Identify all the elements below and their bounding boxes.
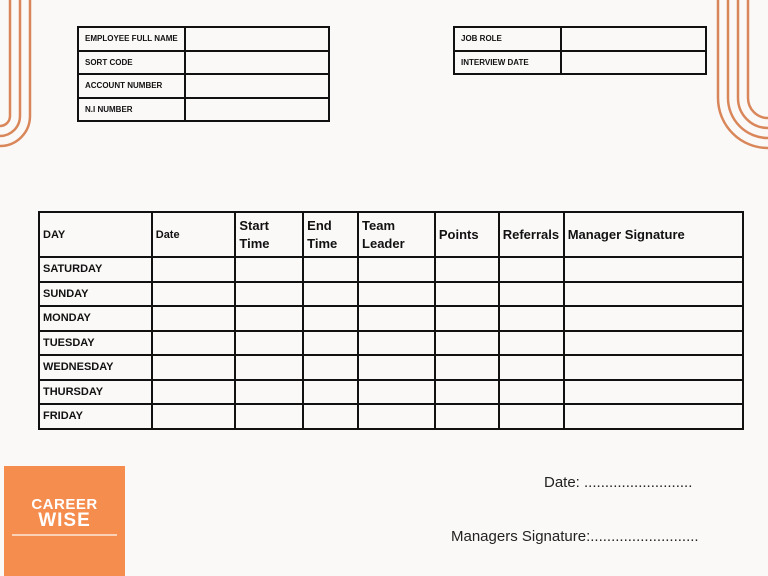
ni-number-label: N.I NUMBER: [78, 98, 185, 122]
referrals-cell[interactable]: [499, 331, 564, 356]
header-team-leader-line2: Leader: [362, 235, 405, 251]
account-number-label: ACCOUNT NUMBER: [78, 74, 185, 98]
logo-tagline-bar: [12, 534, 117, 536]
manager-signature-cell[interactable]: [564, 331, 743, 356]
manager-signature-cell[interactable]: [564, 404, 743, 429]
job-role-field[interactable]: [561, 27, 706, 51]
manager-signature-cell[interactable]: [564, 282, 743, 307]
header-referrals: Referrals: [499, 212, 564, 257]
points-cell[interactable]: [435, 404, 499, 429]
info-row: [454, 27, 706, 51]
end-time-cell[interactable]: [303, 404, 358, 429]
start-time-cell[interactable]: [235, 380, 303, 405]
date-cell[interactable]: [152, 404, 236, 429]
header-end-time: [303, 212, 358, 257]
weekly-schedule-table: [38, 211, 744, 430]
start-time-cell[interactable]: [235, 355, 303, 380]
account-number-field[interactable]: [185, 74, 329, 98]
referrals-cell[interactable]: [499, 306, 564, 331]
manager-signature-cell[interactable]: [564, 306, 743, 331]
points-cell[interactable]: [435, 282, 499, 307]
info-row: [454, 51, 706, 75]
header-end-time-line2: Time: [307, 235, 338, 251]
end-time-cell[interactable]: [303, 331, 358, 356]
info-row: [78, 51, 329, 75]
ni-number-field[interactable]: [185, 98, 329, 122]
table-row: [39, 306, 743, 331]
header-start-time: [235, 212, 303, 257]
footer-signature-line: Managers Signature:..........................: [451, 528, 699, 545]
date-cell[interactable]: [152, 282, 236, 307]
employee-full-name-field[interactable]: [185, 27, 329, 51]
table-row: [39, 404, 743, 429]
team-leader-cell[interactable]: [358, 257, 435, 282]
sort-code-field[interactable]: [185, 51, 329, 75]
manager-signature-cell[interactable]: [564, 355, 743, 380]
end-time-cell[interactable]: [303, 380, 358, 405]
table-row: [39, 257, 743, 282]
header-start-time-line2: Time: [239, 235, 270, 251]
end-time-cell[interactable]: [303, 306, 358, 331]
referrals-cell[interactable]: [499, 257, 564, 282]
manager-signature-cell[interactable]: [564, 380, 743, 405]
start-time-cell[interactable]: [235, 257, 303, 282]
info-row: [78, 98, 329, 122]
header-team-leader-line1: Team: [362, 217, 396, 233]
start-time-cell[interactable]: [235, 404, 303, 429]
table-row: [39, 380, 743, 405]
interview-date-label: INTERVIEW DATE: [454, 51, 561, 75]
interview-date-field[interactable]: [561, 51, 706, 75]
start-time-cell[interactable]: [235, 331, 303, 356]
header-start-time-line1: Start: [239, 217, 269, 233]
info-row: [78, 74, 329, 98]
header-day: DAY: [39, 212, 152, 257]
table-row: [39, 282, 743, 307]
day-label: TUESDAY: [39, 331, 152, 356]
decorative-arcs-left: [0, 0, 40, 160]
points-cell[interactable]: [435, 355, 499, 380]
team-leader-cell[interactable]: [358, 306, 435, 331]
decorative-arcs-right: [712, 0, 768, 160]
header-team-leader: [358, 212, 435, 257]
date-cell[interactable]: [152, 306, 236, 331]
logo-line1: CAREER: [31, 496, 98, 513]
info-row: [78, 27, 329, 51]
day-label: SATURDAY: [39, 257, 152, 282]
start-time-cell[interactable]: [235, 306, 303, 331]
team-leader-cell[interactable]: [358, 380, 435, 405]
date-cell[interactable]: [152, 257, 236, 282]
day-label: THURSDAY: [39, 380, 152, 405]
logo-line2: WISE: [38, 510, 91, 531]
day-label: WEDNESDAY: [39, 355, 152, 380]
points-cell[interactable]: [435, 257, 499, 282]
day-label: SUNDAY: [39, 282, 152, 307]
date-cell[interactable]: [152, 331, 236, 356]
header-date: Date: [152, 212, 236, 257]
referrals-cell[interactable]: [499, 282, 564, 307]
job-role-label: JOB ROLE: [454, 27, 561, 51]
team-leader-cell[interactable]: [358, 331, 435, 356]
referrals-cell[interactable]: [499, 355, 564, 380]
date-cell[interactable]: [152, 355, 236, 380]
header-end-time-line1: End: [307, 217, 332, 233]
start-time-cell[interactable]: [235, 282, 303, 307]
points-cell[interactable]: [435, 380, 499, 405]
job-info-table: [453, 26, 707, 75]
employee-full-name-label: EMPLOYEE FULL NAME: [78, 27, 185, 51]
date-cell[interactable]: [152, 380, 236, 405]
day-label: FRIDAY: [39, 404, 152, 429]
manager-signature-cell[interactable]: [564, 257, 743, 282]
end-time-cell[interactable]: [303, 355, 358, 380]
day-label: MONDAY: [39, 306, 152, 331]
career-wise-logo: [4, 466, 125, 576]
points-cell[interactable]: [435, 306, 499, 331]
team-leader-cell[interactable]: [358, 282, 435, 307]
team-leader-cell[interactable]: [358, 355, 435, 380]
end-time-cell[interactable]: [303, 257, 358, 282]
points-cell[interactable]: [435, 331, 499, 356]
header-points: Points: [435, 212, 499, 257]
header-manager-signature: Manager Signature: [564, 212, 743, 257]
footer-date-line: Date: ..........................: [544, 474, 693, 491]
sort-code-label: SORT CODE: [78, 51, 185, 75]
referrals-cell[interactable]: [499, 380, 564, 405]
employee-info-table: [77, 26, 330, 122]
table-row: [39, 355, 743, 380]
table-row: [39, 331, 743, 356]
team-leader-cell[interactable]: [358, 404, 435, 429]
schedule-header-row: [39, 212, 743, 257]
end-time-cell[interactable]: [303, 282, 358, 307]
referrals-cell[interactable]: [499, 404, 564, 429]
